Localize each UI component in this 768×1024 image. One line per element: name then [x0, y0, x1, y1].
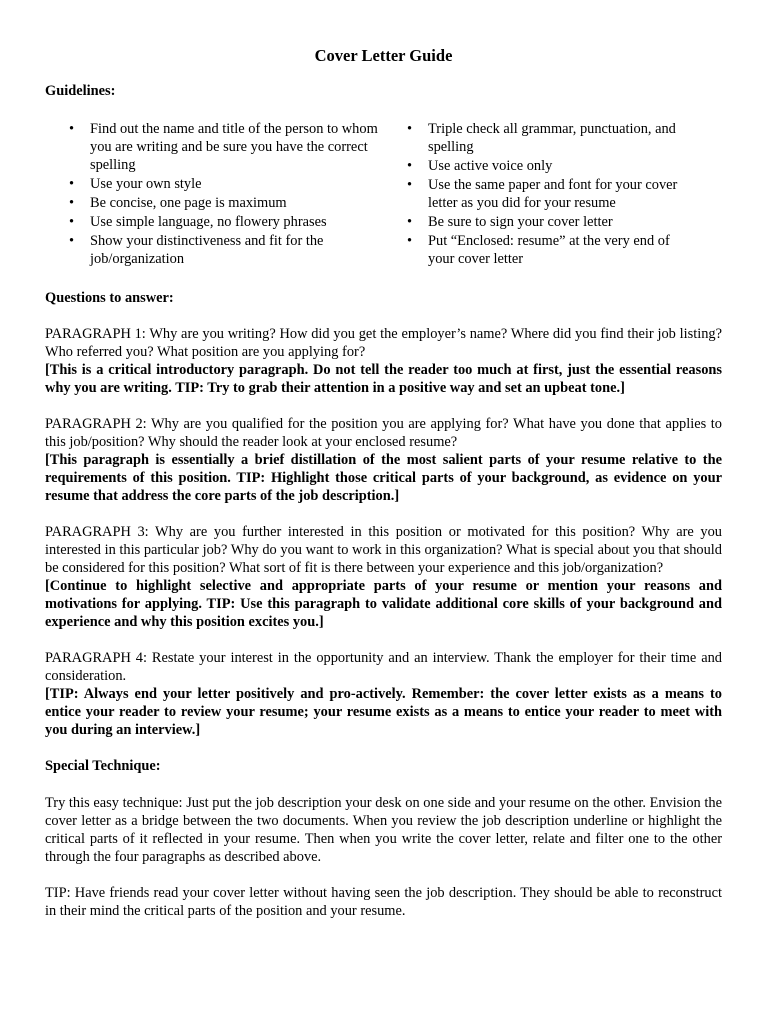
paragraph-1-section — [45, 325, 722, 397]
guidelines-list-right — [390, 120, 697, 268]
list-item — [407, 120, 697, 156]
paragraph-2-question: PARAGRAPH 2: Why are you qualified for the position you are applying for? What have you done that applies to this job/position? Why should the reader look at your enclosed resume? — [45, 416, 722, 450]
paragraph-1-note: [This is a critical introductory paragraph. Do not tell the reader too much at first, just the essential reasons why you are writing. TIP: Try to grab their attention in a positive way and set an upbeat tone.] — [45, 362, 722, 396]
paragraph-4-note: [TIP: Always end your letter positively and pro-actively. Remember: the cover letter exists as a means to entice your reader to review your resume; your resume exists as a means to entice your reader to meet with you during an interview.] — [45, 686, 722, 738]
list-item-text: Use active voice only — [428, 158, 553, 174]
bullet-icon: • — [407, 214, 413, 230]
list-item-text: Be concise, one page is maximum — [90, 195, 287, 211]
guidelines-list-left — [45, 120, 390, 268]
bullet-icon: • — [407, 158, 413, 174]
tip-text: TIP: Have friends read your cover letter without having seen the job description. They should be able to reconstruct in their mind the critical parts of the position and your resume. — [45, 885, 722, 919]
paragraph-4-question: PARAGRAPH 4: Restate your interest in the opportunity and an interview. Thank the employer for their time and consideration. — [45, 650, 722, 684]
document-page — [45, 46, 722, 920]
page-title: Cover Letter Guide — [314, 46, 453, 65]
list-item-text: Use simple language, no flowery phrases — [90, 214, 327, 230]
bullet-icon: • — [69, 233, 75, 249]
paragraph-2-section — [45, 415, 722, 505]
list-item — [69, 175, 390, 193]
bullet-icon: • — [69, 176, 75, 192]
bullet-icon: • — [407, 177, 413, 193]
list-item — [407, 232, 697, 268]
paragraph-3-section — [45, 523, 722, 631]
list-item — [69, 120, 390, 174]
bullet-icon: • — [69, 214, 75, 230]
special-technique-heading: Special Technique: — [45, 758, 161, 774]
guidelines-columns — [45, 120, 722, 268]
list-item — [407, 213, 697, 231]
list-item-text: Be sure to sign your cover letter — [428, 214, 613, 230]
list-item-text: Show your distinctiveness and fit for the job/organization — [90, 233, 324, 267]
special-technique-text: Try this easy technique: Just put the job description your desk on one side and your resume on the other. Envision the cover letter as a bridge between the two documents. When you review the job description underline or highlight the critical parts of it reflected in your resume. Then when you write the cover letter, relate and filter one to the other through the four paragraphs as described above. — [45, 795, 722, 865]
list-item — [407, 176, 697, 212]
list-item-text: Put “Enclosed: resume” at the very end of your cover letter — [428, 233, 670, 267]
paragraph-1-question: PARAGRAPH 1: Why are you writing? How did you get the employer’s name? Where did you find their job listing? Who referred you? What position are you applying for? — [45, 326, 722, 360]
guidelines-heading: Guidelines: — [45, 83, 116, 99]
list-item — [69, 194, 390, 212]
list-item-text: Find out the name and title of the person to whom you are writing and be sure you have the correct spelling — [90, 121, 378, 173]
list-item-text: Use the same paper and font for your cover letter as you did for your resume — [428, 177, 678, 211]
bullet-icon: • — [407, 233, 413, 249]
bullet-icon: • — [69, 195, 75, 211]
paragraph-2-note: [This paragraph is essentially a brief distillation of the most salient parts of your resume relative to the requirements of this position. TIP: Highlight those critical parts of your background, as evidence on your resume that address the core parts of the job description.] — [45, 452, 722, 504]
paragraph-4-section — [45, 649, 722, 739]
bullet-icon: • — [69, 121, 75, 137]
list-item — [69, 213, 390, 231]
paragraph-3-question: PARAGRAPH 3: Why are you further interested in this position or motivated for this position? Why are you interested in this particular job? Why do you want to work in this organization? What is special about you that should be considered for this position? What sort of fit is there between your experience and this job/organization? — [45, 524, 722, 576]
bullet-icon: • — [407, 121, 413, 137]
questions-heading: Questions to answer: — [45, 290, 174, 306]
list-item-text: Use your own style — [90, 176, 202, 192]
list-item-text: Triple check all grammar, punctuation, and spelling — [428, 121, 676, 155]
list-item — [407, 157, 697, 175]
paragraph-3-note: [Continue to highlight selective and appropriate parts of your resume or mention your reasons and motivations for applying. TIP: Use this paragraph to validate additional core skills of your background and experience and why this position excites you.] — [45, 578, 722, 630]
list-item — [69, 232, 390, 268]
